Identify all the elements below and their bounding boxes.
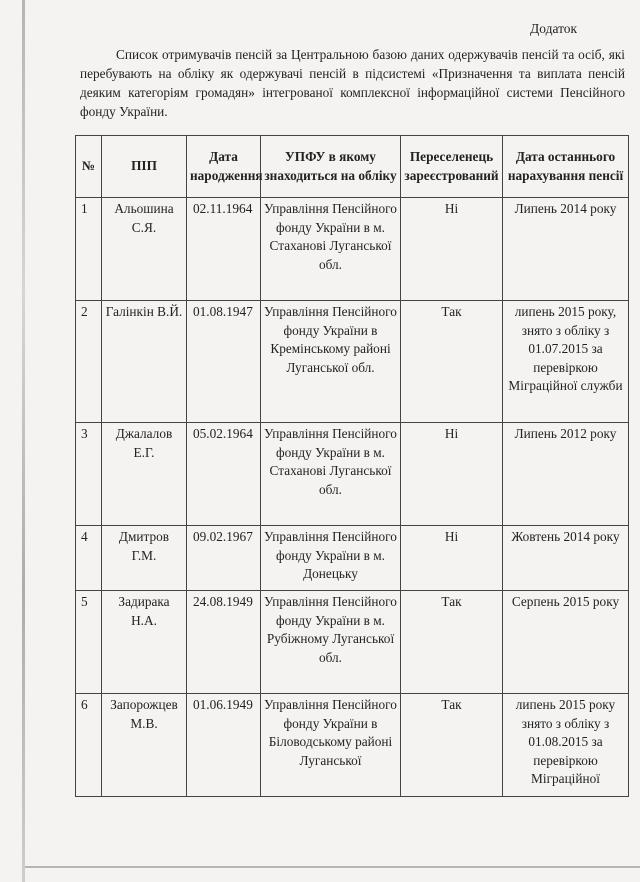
appendix-label: Додаток	[530, 21, 578, 36]
table-row	[76, 198, 629, 301]
cell-last-payment: липень 2015 року знято з обліку з 01.08.2015 за перевіркою Міграційної	[503, 694, 629, 797]
cell-number: 4	[76, 526, 102, 591]
cell-displaced: Ні	[401, 526, 503, 591]
cell-office: Управління Пенсійного фонду України в м. Стаханові Луганської обл.	[261, 198, 401, 301]
cell-office: Управління Пенсійного фонду України в Кремінському районі Луганської обл.	[261, 301, 401, 423]
cell-number: 3	[76, 423, 102, 526]
cell-displaced: Так	[401, 301, 503, 423]
cell-displaced: Так	[401, 694, 503, 797]
cell-number: 1	[76, 198, 102, 301]
cell-number: 2	[76, 301, 102, 423]
cell-office: Управління Пенсійного фонду України в м. Стаханові Луганської обл.	[261, 423, 401, 526]
cell-last-payment: Жовтень 2014 року	[503, 526, 629, 591]
cell-last-payment: липень 2015 року, знято з обліку з 01.07.2015 за перевіркою Міграційної служби	[503, 301, 629, 423]
cell-office: Управління Пенсійного фонду України в м. Донецьку	[261, 526, 401, 591]
cell-name: Дмитров Г.М.	[102, 526, 187, 591]
cell-dob: 24.08.1949	[187, 591, 261, 694]
header-displaced: Переселенець зареєстрований	[401, 136, 503, 198]
cell-last-payment: Липень 2014 року	[503, 198, 629, 301]
cell-dob: 05.02.1964	[187, 423, 261, 526]
table-row	[76, 423, 629, 526]
header-dob: Дата народження	[187, 136, 261, 198]
cell-office: Управління Пенсійного фонду України в м. Рубіжному Луганської обл.	[261, 591, 401, 694]
table-row	[76, 694, 629, 797]
cell-displaced: Ні	[401, 198, 503, 301]
cell-displaced: Ні	[401, 423, 503, 526]
table-header-row	[76, 136, 629, 198]
pension-recipients-table	[75, 135, 629, 797]
scan-page-edge	[22, 0, 25, 882]
cell-dob: 01.06.1949	[187, 694, 261, 797]
header-last-payment: Дата останнього нарахування пенсії	[503, 136, 629, 198]
cell-dob: 02.11.1964	[187, 198, 261, 301]
table-row	[76, 591, 629, 694]
cell-last-payment: Серпень 2015 року	[503, 591, 629, 694]
intro-paragraph: Список отримувачів пенсій за Центральною базою даних одержувачів пенсій та осіб, які перебувають на обліку як одержувачі пенсій в підсистемі «Призначення та виплата пенсій деяким категоріям громадян» інтегрованої комплексної інформаційної системи Пенсійного фонду України.	[80, 47, 625, 119]
table-row	[76, 301, 629, 423]
cell-name: Галінкін В.Й.	[102, 301, 187, 423]
cell-office: Управління Пенсійного фонду України в Біловодському районі Луганської	[261, 694, 401, 797]
cell-last-payment: Липень 2012 року	[503, 423, 629, 526]
cell-number: 5	[76, 591, 102, 694]
cell-name: Джалалов Е.Г.	[102, 423, 187, 526]
scan-bottom-edge	[25, 866, 640, 868]
header-office: УПФУ в якому знаходиться на обліку	[261, 136, 401, 198]
cell-number: 6	[76, 694, 102, 797]
table-row	[76, 526, 629, 591]
cell-name: Альошина С.Я.	[102, 198, 187, 301]
cell-displaced: Так	[401, 591, 503, 694]
cell-dob: 01.08.1947	[187, 301, 261, 423]
cell-name: Задирака Н.А.	[102, 591, 187, 694]
cell-dob: 09.02.1967	[187, 526, 261, 591]
header-number: №	[76, 136, 102, 198]
cell-name: Запорожцев М.В.	[102, 694, 187, 797]
header-name: ПІП	[102, 136, 187, 198]
